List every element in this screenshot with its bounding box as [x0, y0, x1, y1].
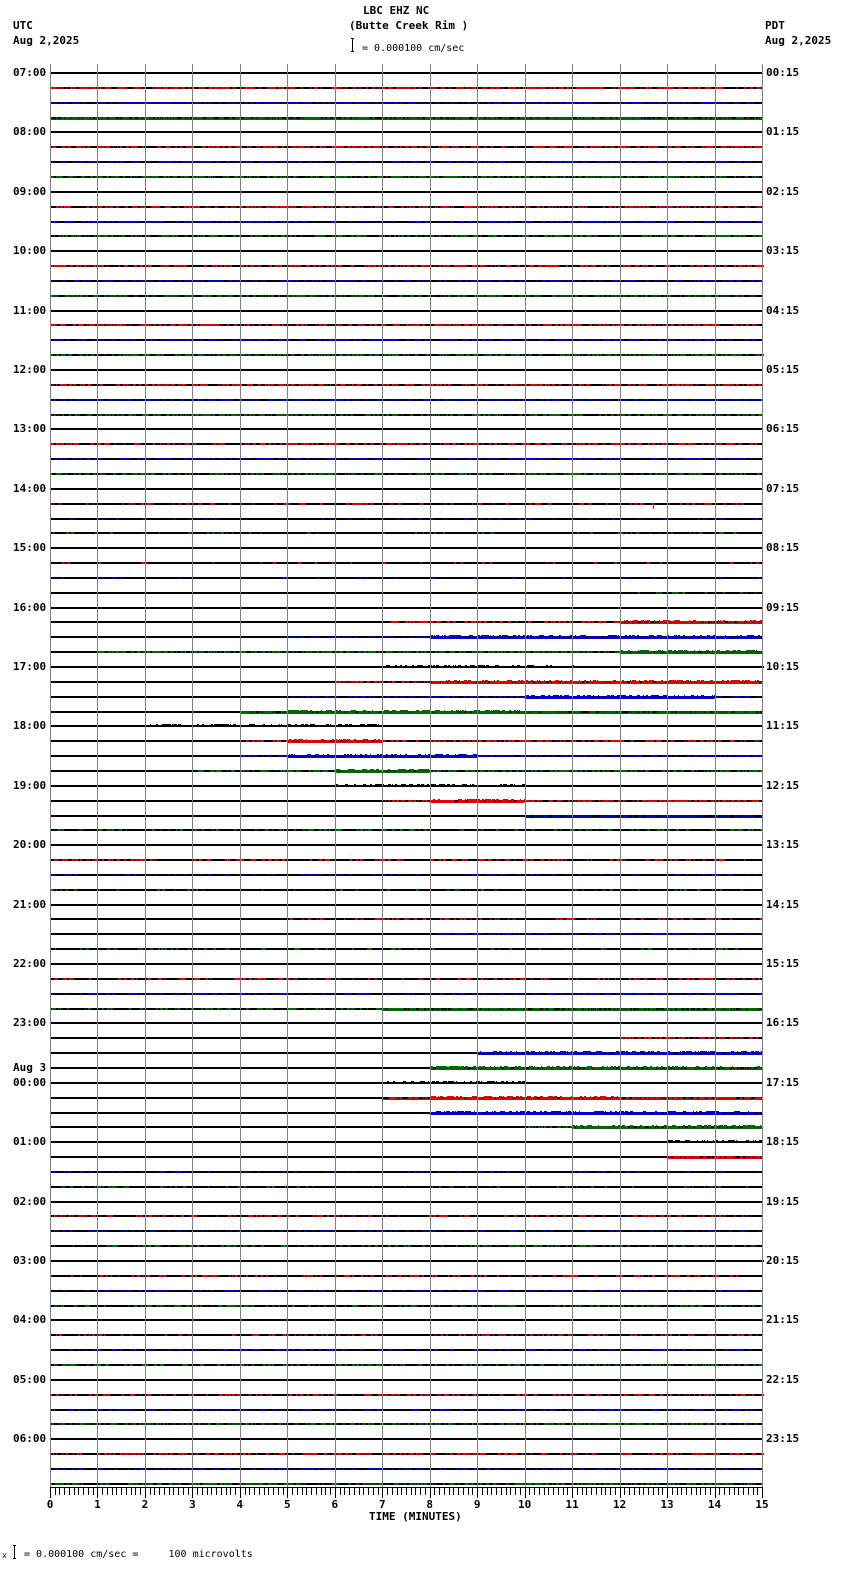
trace-row [50, 724, 763, 727]
trace-row [50, 874, 762, 876]
date-change-label: Aug 3 [13, 1061, 47, 1074]
x-tick-label: 10 [518, 1498, 532, 1511]
trace-row [50, 1394, 764, 1396]
utc-hour-label: 17:00 [13, 660, 47, 673]
trace-row [50, 1156, 762, 1159]
pdt-hour-label: 19:15 [766, 1195, 800, 1208]
trace-row [50, 221, 763, 223]
trace-row [50, 978, 762, 980]
trace-row [50, 1483, 763, 1485]
trace-row [50, 963, 762, 965]
utc-hour-label: 08:00 [13, 125, 47, 138]
x-tick-label: 13 [660, 1498, 674, 1511]
trace-row [50, 993, 762, 995]
x-tick-label: 14 [707, 1498, 722, 1511]
utc-hour-label: 00:00 [13, 1076, 47, 1089]
utc-hour-label: 15:00 [13, 541, 47, 554]
x-tick-label: 15 [755, 1498, 769, 1511]
trace-row [50, 815, 762, 818]
pdt-hour-label: 04:15 [766, 304, 800, 317]
trace-row [50, 265, 764, 267]
pdt-hour-label: 18:15 [766, 1135, 800, 1148]
trace-row [50, 1125, 763, 1129]
trace-row [50, 1051, 762, 1055]
trace-row [50, 799, 762, 803]
pdt-hour-label: 02:15 [766, 185, 800, 198]
pdt-hour-label: 21:15 [766, 1313, 800, 1326]
x-tick-label: 2 [141, 1498, 149, 1511]
pdt-hour-label: 14:15 [766, 898, 800, 911]
left-date: Aug 2,2025 [13, 34, 80, 47]
utc-hour-label: 09:00 [13, 185, 47, 198]
trace-row [50, 918, 762, 920]
pdt-hour-label: 01:15 [766, 125, 800, 138]
utc-hour-label: 13:00 [13, 422, 47, 435]
right-timezone: PDT [765, 19, 785, 32]
trace-row [50, 829, 763, 831]
trace-row [50, 695, 762, 699]
trace-row [50, 577, 762, 579]
trace-row [50, 428, 762, 430]
utc-hour-label: 18:00 [13, 719, 47, 732]
x-tick-label: 8 [426, 1498, 434, 1511]
trace-row [50, 1111, 762, 1115]
x-tick-label: 9 [473, 1498, 481, 1511]
x-tick-label: 1 [94, 1498, 101, 1511]
trace-row [50, 620, 763, 624]
trace-row [50, 473, 762, 475]
trace-row [50, 161, 762, 163]
trace-row [50, 769, 763, 773]
trace-row [50, 339, 763, 341]
trace-row [50, 117, 763, 120]
utc-hour-label: 06:00 [13, 1432, 47, 1445]
utc-hour-label: 22:00 [13, 957, 47, 970]
trace-row [50, 844, 763, 846]
footer-prefix: x [2, 1551, 7, 1560]
time-axis [50, 1487, 763, 1498]
trace-row [50, 191, 762, 193]
utc-hour-label: 21:00 [13, 898, 47, 911]
trace-row [50, 1215, 762, 1217]
trace-row [50, 503, 762, 505]
pdt-hour-label: 00:15 [766, 66, 800, 79]
trace-row [50, 250, 762, 252]
trace-row [50, 710, 762, 714]
trace-row [50, 1334, 762, 1336]
pdt-hour-label: 05:15 [766, 363, 800, 376]
trace-row [50, 310, 762, 312]
trace-row [50, 354, 764, 356]
x-tick-label: 4 [236, 1498, 244, 1511]
trace-row [50, 399, 762, 401]
pdt-hour-label: 17:15 [766, 1076, 800, 1089]
trace-row [50, 1066, 762, 1070]
utc-hour-label: 16:00 [13, 601, 47, 614]
pdt-hour-label: 11:15 [766, 719, 800, 732]
trace-row [50, 650, 762, 654]
utc-hour-label: 11:00 [13, 304, 47, 317]
trace-row [50, 665, 764, 668]
trace-row [50, 206, 762, 208]
pdt-hour-label: 07:15 [766, 482, 800, 495]
trace-row [50, 1319, 762, 1321]
pdt-hour-label: 08:15 [766, 541, 800, 554]
trace-row [50, 680, 763, 684]
footer-scale-text: = 0.000100 cm/sec = 100 microvolts [24, 1549, 253, 1560]
utc-hour-label: 03:00 [13, 1254, 47, 1267]
utc-hour-label: 02:00 [13, 1195, 47, 1208]
right-date: Aug 2,2025 [765, 34, 832, 47]
utc-hour-label: 19:00 [13, 779, 47, 792]
trace-row [50, 933, 763, 935]
trace-row [50, 280, 763, 282]
trace-row [50, 1438, 762, 1440]
trace-row [50, 1230, 762, 1232]
trace-lines [50, 72, 764, 1485]
trace-row [50, 1453, 764, 1455]
trace-row [50, 1260, 764, 1262]
trace-row [50, 532, 762, 534]
trace-row [50, 1290, 762, 1292]
pdt-hour-label: 16:15 [766, 1016, 800, 1029]
pdt-hour-label: 10:15 [766, 660, 800, 673]
trace-row [50, 739, 762, 743]
trace-row [50, 235, 762, 237]
trace-row [50, 458, 762, 460]
trace-row [50, 1349, 762, 1351]
x-tick-label: 0 [46, 1498, 54, 1511]
trace-row [50, 547, 762, 549]
trace-row [50, 607, 762, 609]
utc-hour-label: 20:00 [13, 838, 47, 851]
trace-row [50, 948, 762, 950]
utc-hour-label: 01:00 [13, 1135, 47, 1148]
trace-row [50, 369, 762, 371]
x-tick-label: 11 [565, 1498, 579, 1511]
trace-row [50, 1022, 762, 1024]
utc-hour-label: 14:00 [13, 482, 47, 495]
pdt-hour-label: 15:15 [766, 957, 800, 970]
minute-gridlines [50, 64, 763, 1488]
trace-row [50, 131, 763, 133]
trace-row [50, 443, 762, 445]
trace-row [50, 1171, 762, 1173]
utc-hour-label: 07:00 [13, 66, 47, 79]
x-axis-title: TIME (MINUTES) [369, 1510, 462, 1523]
trace-row [50, 1008, 763, 1011]
pdt-hour-label: 20:15 [766, 1254, 800, 1267]
trace-row [50, 784, 762, 787]
utc-hour-label: 23:00 [13, 1016, 47, 1029]
trace-row [50, 324, 762, 326]
trace-row [50, 1379, 762, 1381]
trace-row [50, 754, 762, 758]
trace-row [50, 1140, 762, 1143]
pdt-hour-label: 09:15 [766, 601, 800, 614]
trace-row [50, 176, 762, 178]
trace-row [50, 635, 762, 639]
x-tick-label: 12 [612, 1498, 627, 1511]
pdt-hour-label: 06:15 [766, 422, 800, 435]
trace-row [50, 1245, 762, 1247]
trace-row [50, 488, 763, 490]
x-tick-label: 3 [189, 1498, 196, 1511]
utc-hour-label: 12:00 [13, 363, 47, 376]
footer-scale-bar-icon [13, 1545, 16, 1559]
scale-text: = 0.000100 cm/sec [362, 43, 465, 54]
pdt-hour-label: 03:15 [766, 244, 800, 257]
pdt-hour-label: 12:15 [766, 779, 800, 792]
trace-row [50, 87, 762, 89]
event-spike [653, 503, 654, 509]
pdt-hour-label: 23:15 [766, 1432, 800, 1445]
x-tick-label: 7 [378, 1498, 386, 1511]
x-tick-label: 5 [284, 1498, 291, 1511]
utc-hour-label: 10:00 [13, 244, 47, 257]
trace-row [50, 1423, 762, 1425]
trace-row [50, 859, 762, 861]
pdt-hour-label: 13:15 [766, 838, 800, 851]
trace-row [50, 1186, 762, 1188]
trace-row [50, 889, 762, 891]
pdt-hour-label: 22:15 [766, 1373, 800, 1386]
trace-row [50, 72, 762, 74]
trace-row [50, 1409, 762, 1411]
trace-row [50, 102, 762, 104]
trace-row [50, 1096, 762, 1100]
left-timezone: UTC [13, 19, 33, 32]
trace-row [50, 295, 762, 297]
x-tick-label: 6 [331, 1498, 339, 1511]
trace-row [50, 1275, 762, 1277]
trace-row [50, 1364, 763, 1366]
station-location: (Butte Creek Rim ) [349, 19, 469, 32]
utc-hour-label: 05:00 [13, 1373, 47, 1386]
trace-row [50, 1468, 762, 1470]
trace-row [50, 1081, 762, 1084]
trace-row [50, 518, 762, 520]
trace-row [50, 904, 762, 906]
trace-row [50, 1037, 762, 1039]
trace-row [50, 1305, 763, 1307]
trace-row [50, 146, 762, 148]
utc-hour-label: 04:00 [13, 1313, 47, 1326]
trace-row [50, 384, 762, 386]
station-title: LBC EHZ NC [363, 4, 430, 17]
trace-row [50, 592, 762, 594]
trace-row [50, 1201, 762, 1203]
trace-row [50, 414, 762, 416]
trace-row [50, 562, 762, 564]
